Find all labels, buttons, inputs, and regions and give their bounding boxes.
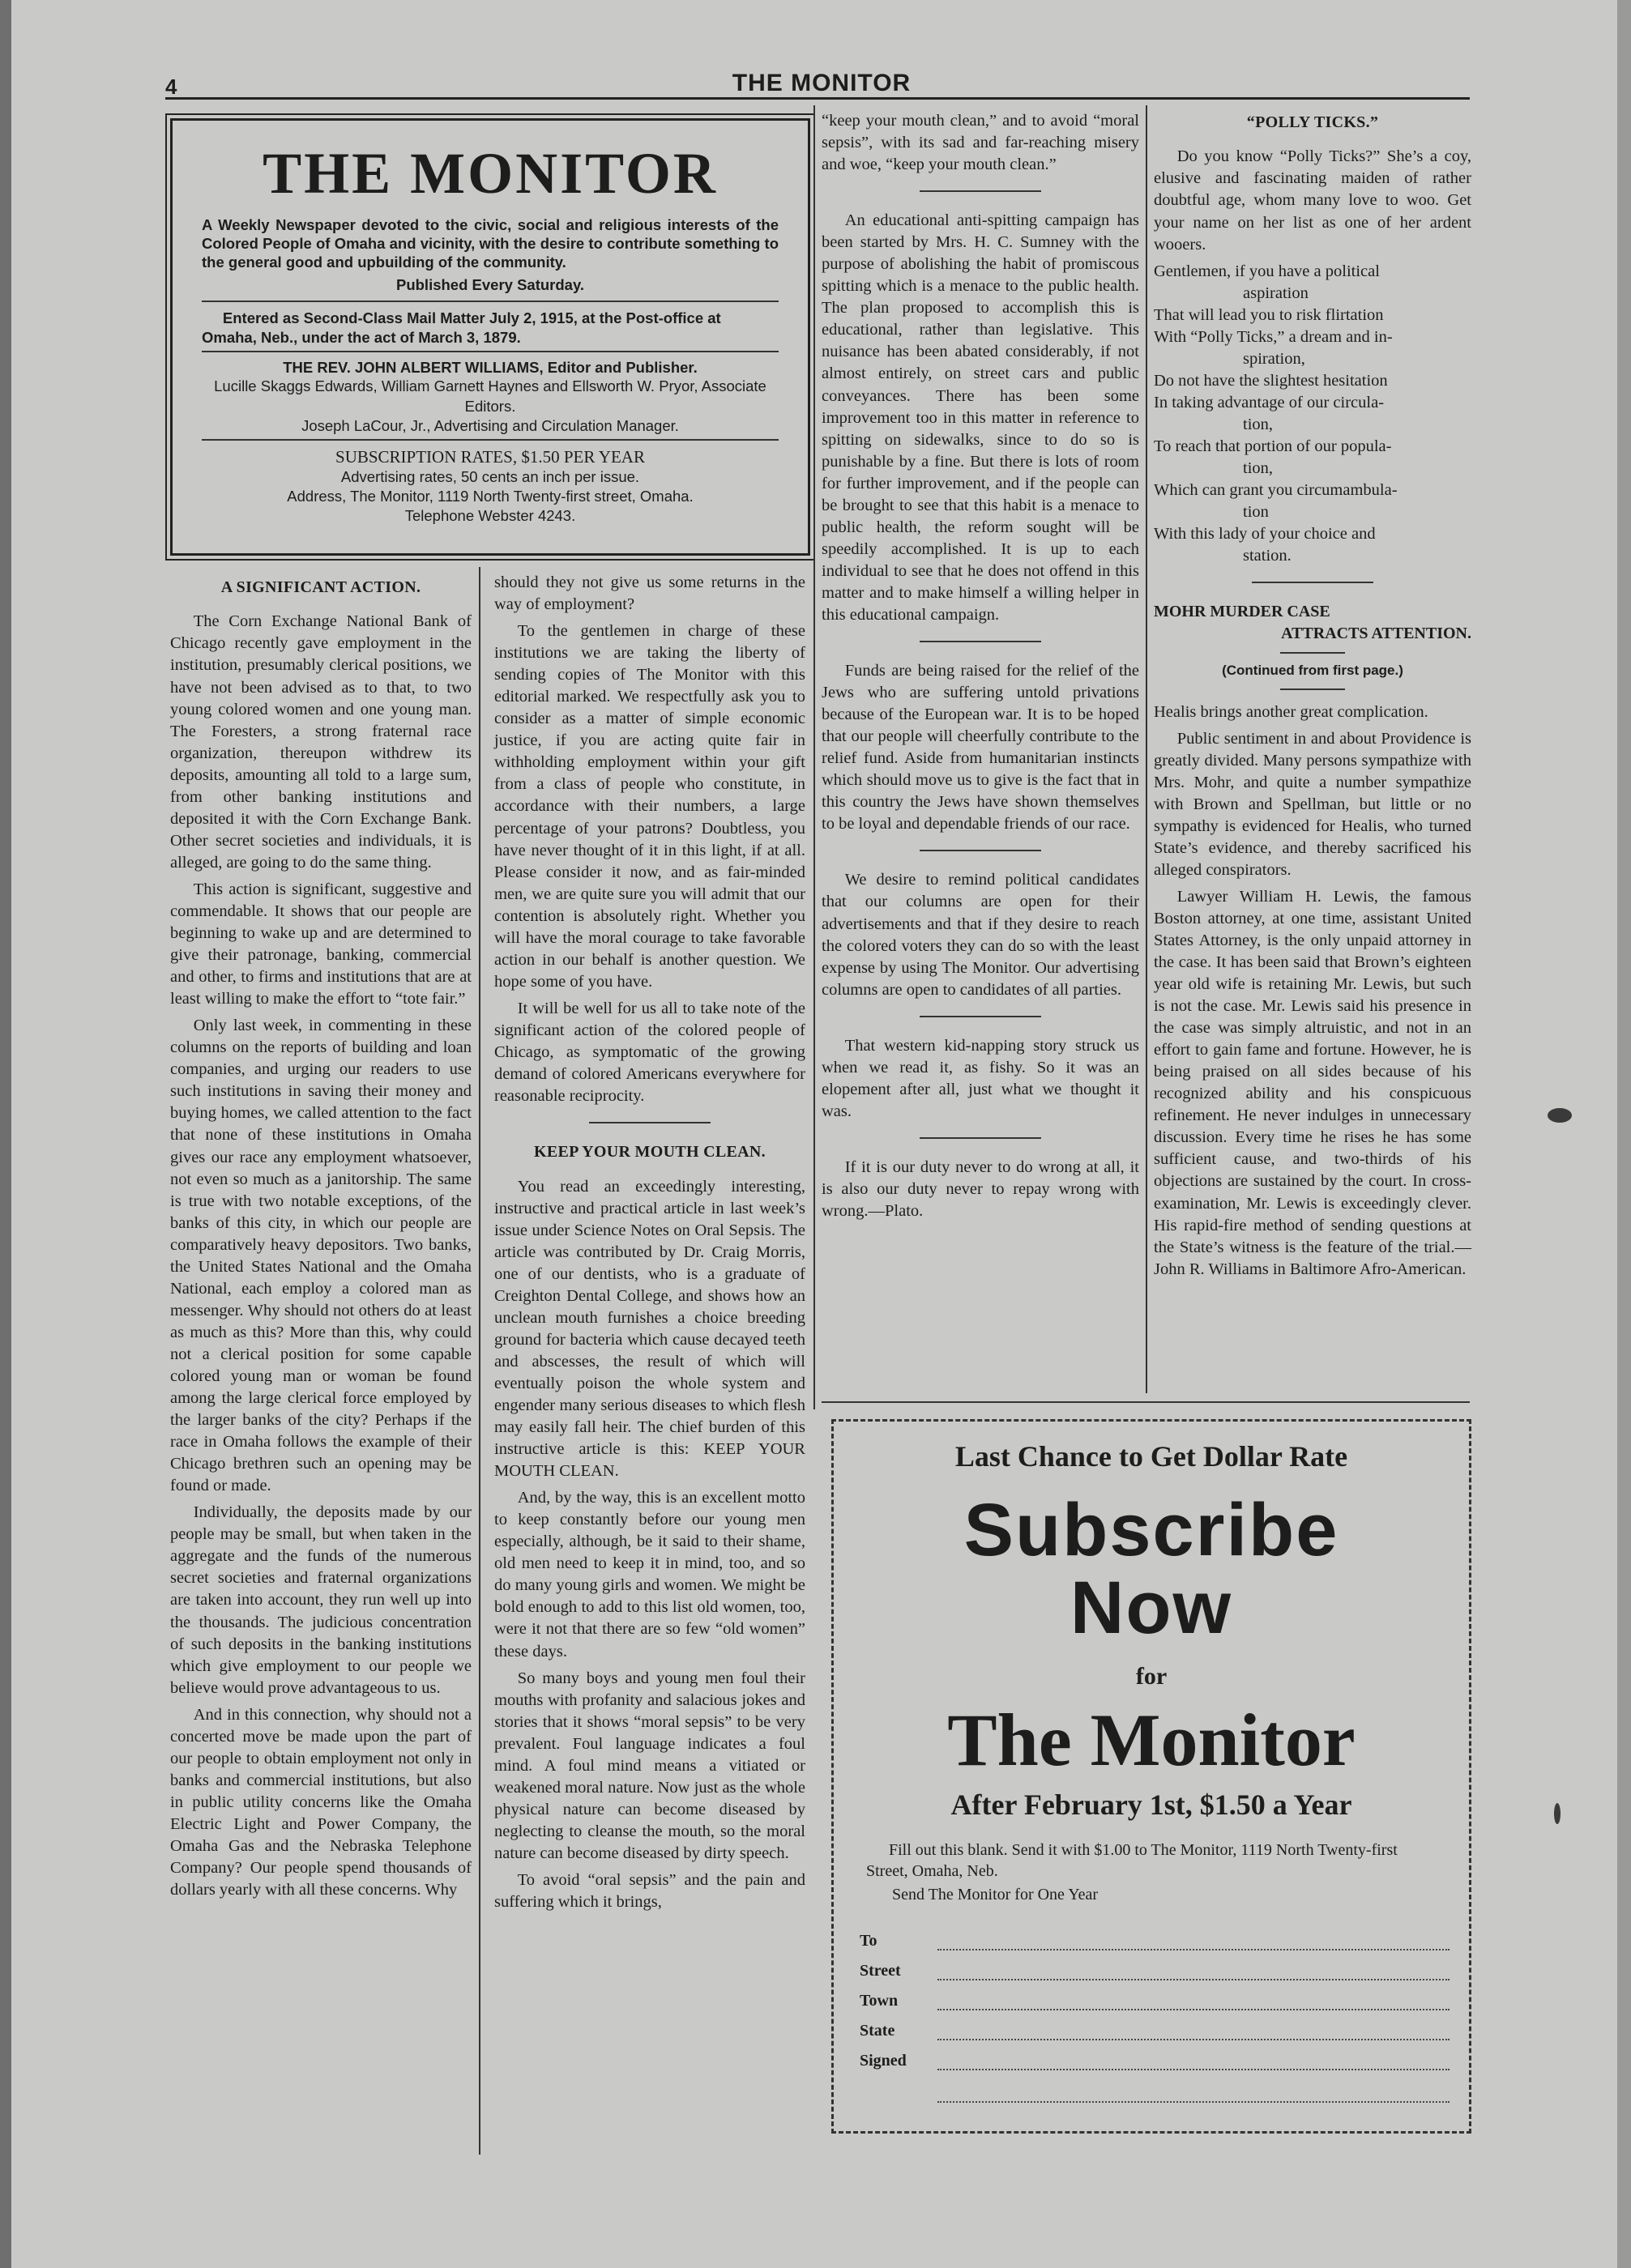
column-rule (813, 105, 815, 1409)
form-label: Street (860, 1961, 901, 1980)
poem-line: tion, (1243, 415, 1274, 433)
article-paragraph: should they not give us some returns in the way of employment? (494, 573, 805, 614)
poem-line: tion (1243, 503, 1269, 522)
form-blank-line[interactable] (937, 1994, 1450, 2010)
masthead-box (170, 118, 810, 556)
form-label: Signed (860, 2051, 907, 2070)
poem-line: station. (1243, 547, 1292, 565)
article-paragraph: Individually, the deposits made by our people may be small, but when taken in the aggregate and the funds of the numerous secret societies and fraternal organizations are taken into account, they run well up into the thousands. The judicious concentration of such deposits in the banking institutions which give employment to our people we believe would prove advantageous to us. (170, 1503, 472, 1697)
masthead-divider (202, 301, 779, 302)
article-paragraph: To the gentlemen in charge of these institutions we are taking the liberty of sending copies of The Monitor with this editorial marked. We respectfully ask you to consider as a matter of simple economic justice, if you are acting quite fair in withholding employment within your gift from a class of people who constitute, in accordance with their numbers, a large percentage of your patrons? Doubtless, you have never thought of it in this light, if at all. Please consider it now, and as fair-minded men, we are quite sure you will admit that our contention is absolutely right. Whether you will have the moral courage to take favorable action in our behalf is another question. We hope some of you have. (494, 622, 805, 991)
masthead-manager: Joseph LaCour, Jr., Advertising and Circulation Manager. (301, 416, 679, 434)
masthead-telephone: Telephone Webster 4243. (404, 506, 576, 524)
masthead-entered: Entered as Second-Class Mail Matter July 2, 1915, at the Post-office at Omaha, Neb., under the act of March 3, 1879. (202, 309, 721, 347)
masthead-title: THE MONITOR (263, 141, 718, 206)
section-divider (1280, 652, 1345, 654)
ad-paper-name: The Monitor (947, 1699, 1356, 1781)
article-paragraph: And in this connection, why should not a concerted move be made upon the part of our people to obtain employment not only in banks and commercial institutions, but also in public utility concerns like the Omaha Electric Light and Power Company, the Omaha Gas and the Nebraska Telephone Company? Our people spend thousands of dollars yearly with all these concerns. Why (170, 1705, 472, 1899)
continued-note: (Continued from first page.) (1222, 663, 1403, 679)
poem-line: In taking advantage of our circula- (1154, 393, 1385, 411)
article-paragraph: So many boys and young men foul their mouths with profanity and salacious jokes and stories that it shows “moral sepsis” to be very prevalent. Foul language indicates a foul mind. A foul mind means a vitiated or weakened moral nature. Now just as the whole physical nature can become diseased by neglecting to cleanse the mouth, so the moral nature can become diseased by dirty speech. (494, 1669, 805, 1862)
newspaper-page (11, 0, 1620, 2268)
article-paragraph: This action is significant, suggestive and commendable. It shows that our people are beginning to wake up and are determined to give their patronage, banking, commercial and other, to firms and institutions that are at least willing to make the effort to “tote fair.” (170, 880, 472, 1008)
headline-mohr-case: MOHR MURDER CASE (1154, 603, 1330, 621)
ad-now: Now (1070, 1567, 1233, 1649)
section-divider (1280, 688, 1345, 690)
form-blank-line[interactable] (937, 2024, 1450, 2040)
form-blank-line[interactable] (937, 2054, 1450, 2070)
masthead-address: Address, The Monitor, 1119 North Twenty-first street, Omaha. (287, 487, 694, 505)
scan-smudge (1548, 1108, 1572, 1123)
article-paragraph: It will be well for us all to take note of the significant action of the colored people of Chicago, as symptomatic of the growing demand of colored Americans everywhere for reasonable reciprocity. (494, 999, 805, 1106)
editorial-item: If it is our duty never to do wrong at all, it is also our duty never to repay wrong with wrong.—Plato. (822, 1157, 1139, 1220)
masthead-subscription: SUBSCRIPTION RATES, $1.50 PER YEAR (335, 446, 645, 467)
column-three (822, 110, 1139, 1227)
article-paragraph: Only last week, in commenting in these columns on the reports of building and loan companies, and urging our readers to use such institutions in saving their money and buying homes, we called attention to the fact that none of these institutions in Omaha gives our race any employment whatsoever, not even so much as a janitorship. The same is true with two notable exceptions, of the banks of this city, in which our people are comparatively heavy depositors. Two banks, the United States National and the Omaha National, each employ a colored man as messenger. Why should not others do at least as much as this? More than this, why could not a clerical position for some capable colored young man or woman be found among the large clerical force employed by the larger banks of the city? Perhaps if the race in Omaha follows the example of their Chicago brethren such an opening may be found or made. (170, 1017, 472, 1495)
poem-line: To reach that portion of our popula- (1154, 437, 1392, 455)
masthead-divider (202, 351, 779, 352)
header-rule (165, 97, 1470, 100)
ad-instructions: Fill out this blank. Send it with $1.00 to The Monitor, 1119 North Twenty-first Street, Omaha, Neb. (866, 1841, 1398, 1881)
ad-price: After February 1st, $1.50 a Year (950, 1788, 1352, 1821)
editorial-item: An educational anti-spitting campaign has been started by Mrs. H. C. Sumney with the purpose of abolishing the habit of promiscous spitting which is a menace to the public health. The plan proposed to accomplish this is educational, rather than legislative. This nuisance has been abated considerably, if not almost entirely, on street cars and public conveyances. There has been some improvement too in this matter in reference to spitting on sidewalks, since to do so is punishable by a fine. But there is lots of room for further improvement, and if the people can be brought to see that this habit is a menace to public health, the reform sought will be speedily accomplished. It is up to each individual to see that he does not offend in this matter and to make himself a willing helper in this educational campaign. (822, 211, 1139, 624)
column-rule (1146, 105, 1147, 1393)
article-paragraph: To avoid “oral sepsis” and the pain and suffering which it brings, (494, 1870, 805, 1912)
masthead-divider (202, 439, 779, 441)
subscription-ad (831, 1419, 1471, 2134)
masthead-editor: THE REV. JOHN ALBERT WILLIAMS, Editor and Publisher. (283, 359, 698, 377)
form-field-to[interactable] (860, 1932, 1450, 1950)
form-blank-line[interactable] (937, 1934, 1450, 1950)
article-paragraph: The Corn Exchange National Bank of Chicago recently gave employment in the institution, presumably clerical positions, we have not been advised as to that, to two young colored women and one young man. The Foresters, a strong fraternal race organization, thereupon withdrew its deposits, amounting all told to a large sum, from other banking institutions and deposited it with the Corn Exchange Bank. Other secret societies and individuals, it is alleged, are going to do the same thing. (170, 612, 472, 872)
editorial-item: Funds are being raised for the relief of the Jews who are suffering untold privations because of the European war. It is to be hoped that our people will cheerfully contribute to the relief fund. Aside from humanitarian instincts which should move us to give is the fact that in this country the Jews have shown themselves to be loyal and dependable friends of our race. (822, 662, 1139, 833)
poem-lines (1154, 261, 1471, 568)
section-divider (920, 641, 1041, 642)
masthead-description: A Weekly Newspaper devoted to the civic, social and religious interests of the Colored People of Omaha and vicinity, with the desire to contribute something to the general good and upbuilding of the community. (202, 216, 779, 271)
form-label: Town (860, 1991, 899, 2010)
ad-send-line: Send The Monitor for One Year (892, 1885, 1099, 1904)
article-paragraph: Public sentiment in and about Providence is greatly divided. Many persons sympathize with Mrs. Mohr, and quite a number sympathize with Brown and Spellman, but little or no sympathy is evidenced for Healis, who turned State’s evidence, and thereby sacrificed his alleged conspirators. (1154, 729, 1471, 879)
masthead-published: Published Every Saturday. (395, 276, 585, 294)
form-label: To (860, 1931, 877, 1950)
ad-top-line: Last Chance to Get Dollar Rate (954, 1440, 1348, 1473)
section-divider (920, 1016, 1041, 1017)
form-field-town[interactable] (860, 1992, 1450, 2010)
form-field-street[interactable] (860, 1962, 1450, 1980)
poem-line: With this lady of your choice and (1154, 525, 1376, 544)
section-divider (920, 850, 1041, 851)
ad-for: for (1135, 1663, 1168, 1690)
ad-top-rule (822, 1401, 1470, 1403)
form-blank-line[interactable] (937, 1964, 1450, 1980)
poem-title: “POLLY TICKS.” (1246, 113, 1379, 131)
article-paragraph: You read an exceedingly interesting, instructive and practical article in last week’s issue under Science Notes on Oral Sepsis. The article was contributed by Dr. Craig Morris, one of our dentists, who is a graduate of Creighton Dental College, and shows how an unclean mouth furnishes a choice breeding ground for bacteria which cause decayed teeth and abscesses, the result of which will eventually poison the whole system and engender many serious diseases to which flesh may easily fall heir. The chief burden of this instructive article is this: KEEP YOUR MOUTH CLEAN. (494, 1177, 805, 1481)
poem-line: tion, (1243, 459, 1274, 478)
article-paragraph: “keep your mouth clean,” and to avoid “moral sepsis”, with its sad and far-reaching misery and woe, “keep your mouth clean.” (822, 112, 1139, 174)
editorial-item: We desire to remind political candidates that our columns are open for their advertisements and that if they desire to reach the colored voters they can do so with the least expense by using The Monitor. Our advertising columns are open to candidates of all parties. (822, 871, 1139, 999)
section-divider (589, 1122, 711, 1123)
form-field-signed[interactable] (860, 2052, 1450, 2070)
headline-keep-mouth-clean: KEEP YOUR MOUTH CLEAN. (534, 1143, 766, 1162)
poem-line: That will lead you to risk flirtation (1154, 305, 1384, 324)
form-blank-line[interactable] (937, 2087, 1450, 2103)
section-divider (1252, 582, 1373, 583)
running-title: THE MONITOR (732, 70, 912, 96)
article-significant-action (170, 569, 472, 1906)
article-paragraph: And, by the way, this is an excellent motto to keep constantly before our young men especially, although, be it said to their shame, old men need to keep it in mind, too, and so do many young girls and women. We might be bold enough to add to this list old women, too, were it not that there are so few “old women” these days. (494, 1489, 805, 1660)
section-divider (920, 190, 1041, 192)
page-number: 4 (165, 75, 177, 99)
scan-smudge (1554, 1803, 1561, 1824)
headline-mohr-case-2: ATTRACTS ATTENTION. (1281, 624, 1471, 642)
section-divider (920, 1137, 1041, 1139)
poem-line: Which can grant you circumambula- (1154, 481, 1398, 500)
column-two (494, 572, 805, 1918)
ad-subscribe: Subscribe (963, 1489, 1339, 1571)
article-paragraph: Healis brings another great complication. (1154, 702, 1428, 721)
column-four (1154, 110, 1471, 1285)
poem-line: Gentlemen, if you have a political (1154, 262, 1380, 280)
poem-intro: Do you know “Polly Ticks?” She’s a coy, elusive and fascinating maiden of rather doubtful age, whom many love to woo. Get your name on her list as one of her ardent wooers. (1154, 147, 1471, 254)
form-label: State (860, 2021, 895, 2040)
masthead-advertising: Advertising rates, 50 cents an inch per issue. (340, 467, 640, 485)
poem-line: aspiration (1243, 284, 1309, 302)
column-rule (479, 567, 480, 2155)
page-edge (1617, 0, 1631, 2268)
form-field-state[interactable] (860, 2022, 1450, 2040)
article-paragraph: Lawyer William H. Lewis, the famous Boston attorney, at one time, assistant United States Attorney, is the only unpaid attorney in the case. It has been said that Brown’s eighteen year old wife is retaining Mr. Lewis, but such is not the case. Mr. Lewis said his presence in the case was simply altruistic, and not in an effort to gain fame and fortune. However, he is being praised on all sides because of his recognized ability and his conspicuous refinement. He never indulges in unnecessary discussion. Every time he rises he has some sufficient cause, and two-thirds of his objections are sustained by the court. In cross-examination, Mr. Lewis is exceedingly clever. His rapid-fire method of sending questions at the State’s witness is the feature of the trial.—John R. Williams in Baltimore Afro-American. (1154, 887, 1471, 1278)
poem-line: spiration, (1243, 349, 1305, 368)
editorial-item: That western kid-napping story struck us when we read it, as fishy. So it was an elopement after all, just what we thought it was. (822, 1036, 1139, 1120)
poem-line: Do not have the slightest hesitation (1154, 371, 1388, 390)
masthead-associates: Lucille Skaggs Edwards, William Garnett Haynes and Ellsworth W. Pryor, Associate Editors. (214, 377, 766, 415)
poem-line: With “Polly Ticks,” a dream and in- (1154, 327, 1393, 346)
headline-significant-action: A SIGNIFICANT ACTION. (220, 578, 421, 596)
